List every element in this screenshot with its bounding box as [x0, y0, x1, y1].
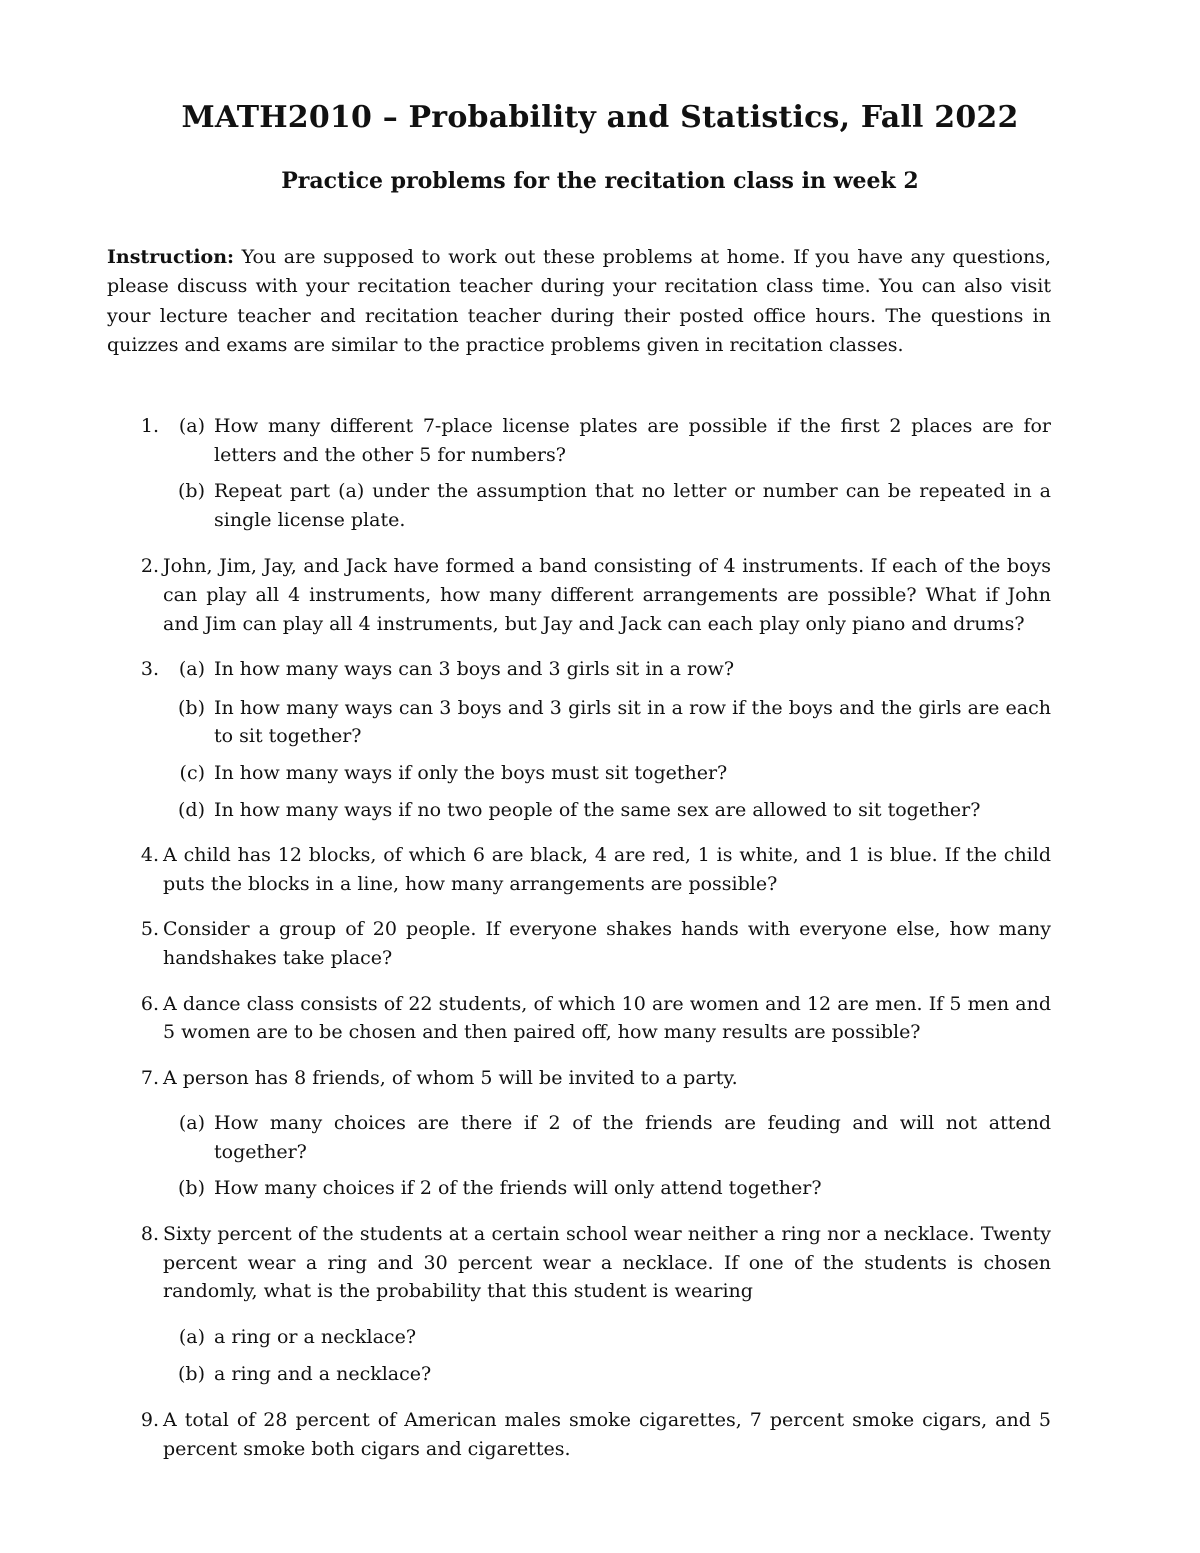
sub-question-label: (b) [178, 1363, 205, 1386]
problem-4 [107, 841, 1051, 898]
problem-text: Consider a group of 20 people. If everyone shakes hands with everyone else, how many handshakes take place? [163, 918, 1051, 969]
problem-7 [107, 1064, 1051, 1203]
sub-question-label: (d) [178, 798, 205, 821]
sub-question-label: (b) [178, 1177, 205, 1200]
problem-text: A total of 28 percent of American males smoke cigarettes, 7 percent smoke cigars, and 5 percent smoke both cigars and cigarettes. [163, 1409, 1051, 1460]
problem-9 [107, 1406, 1051, 1463]
sub-question-label: (a) [178, 658, 205, 681]
sub-question [163, 1109, 1051, 1166]
problem-number: 5. [140, 918, 159, 941]
sub-question-list [163, 1109, 1051, 1203]
sub-question-label: (a) [178, 1325, 205, 1348]
problem-number: 2. [140, 555, 159, 578]
problem-number: 1. [140, 415, 159, 437]
sub-question-text: How many choices if 2 of the friends will only attend together? [214, 1177, 822, 1200]
problem-list [107, 412, 1051, 1463]
sub-question [163, 1360, 1051, 1389]
page-title: MATH2010 – Probability and Statistics, Fall 2022 [181, 100, 1019, 135]
problem-6 [107, 990, 1051, 1047]
sub-question-text: In how many ways can 3 boys and 3 girls sit in a row? [214, 658, 735, 681]
page-subtitle: Practice problems for the recitation class in week 2 [281, 168, 919, 194]
problem-5 [107, 915, 1051, 972]
sub-question-label: (b) [178, 480, 205, 503]
problem-1 [107, 412, 1051, 534]
sub-question-text: In how many ways if no two people of the same sex are allowed to sit together? [214, 798, 981, 821]
sub-question-text: How many choices are there if 2 of the friends are feuding and will not attend together? [214, 1112, 1051, 1163]
problem-number: 3. [140, 658, 159, 681]
sub-question [163, 1323, 1051, 1352]
problem-text: A child has 12 blocks, of which 6 are black, 4 are red, 1 is white, and 1 is blue. If the child puts the blocks in a line, how many arrangements are possible? [163, 844, 1051, 895]
problem-number: 6. [140, 992, 159, 1015]
sub-question-label: (b) [178, 696, 205, 719]
problem-text: A person has 8 friends, of whom 5 will be invited to a party. [163, 1066, 738, 1089]
instruction-text: You are supposed to work out these problems at home. If you have any questions, please discuss with your recitation teacher during your recitation class time. You can also visit your lecture teacher and recitation teacher during their posted office hours. The questions in quizzes and exams are similar to the practice problems given in recitation classes. [107, 246, 1051, 357]
sub-question [163, 655, 1051, 684]
sub-question [163, 796, 1051, 825]
sub-question-label: (a) [178, 415, 205, 437]
instruction-paragraph [107, 243, 1051, 361]
sub-question-label: (c) [179, 761, 205, 784]
sub-question-label: (a) [178, 1112, 205, 1135]
sub-question-text: a ring or a necklace? [214, 1325, 417, 1348]
sub-question-text: How many different 7-place license plates are possible if the first 2 places are for letters and the other 5 for numbers? [214, 415, 1051, 466]
sub-question [163, 1174, 1051, 1203]
sub-question-list [163, 655, 1051, 824]
instruction-label: Instruction: [107, 246, 235, 268]
sub-question [163, 477, 1051, 534]
problem-text: John, Jim, Jay, and Jack have formed a band consisting of 4 instruments. If each of the boys can play all 4 instruments, how many different arrangements are possible? What if John and Jim can play all 4 instruments, but Jay and Jack can each play only piano and drums? [163, 555, 1051, 635]
problem-number: 8. [140, 1223, 159, 1246]
problem-2 [107, 552, 1051, 638]
sub-question-text: In how many ways if only the boys must sit together? [214, 761, 728, 784]
sub-question [163, 759, 1051, 788]
problem-number: 4. [140, 844, 159, 867]
sub-question-list [163, 412, 1051, 534]
problem-text: A dance class consists of 22 students, of which 10 are women and 12 are men. If 5 men and 5 women are to be chosen and then paired off, how many results are possible? [163, 992, 1051, 1044]
problem-text: Sixty percent of the students at a certain school wear neither a ring nor a necklace. Twenty percent wear a ring and 30 percent wear a necklace. If one of the students is chosen randomly, what is the probability that this student is wearing [163, 1223, 1051, 1303]
problem-number: 9. [140, 1409, 159, 1432]
sub-question-text: a ring and a necklace? [214, 1363, 432, 1386]
problem-8 [107, 1220, 1051, 1389]
problem-number: 7. [140, 1066, 159, 1089]
sub-question-text: In how many ways can 3 boys and 3 girls sit in a row if the boys and the girls are each to sit together? [214, 696, 1051, 748]
sub-question-text: Repeat part (a) under the assumption that no letter or number can be repeated in a single license plate. [214, 480, 1051, 531]
sub-question [163, 694, 1051, 751]
sub-question-list [163, 1323, 1051, 1389]
sub-question [163, 412, 1051, 469]
problem-3 [107, 655, 1051, 824]
